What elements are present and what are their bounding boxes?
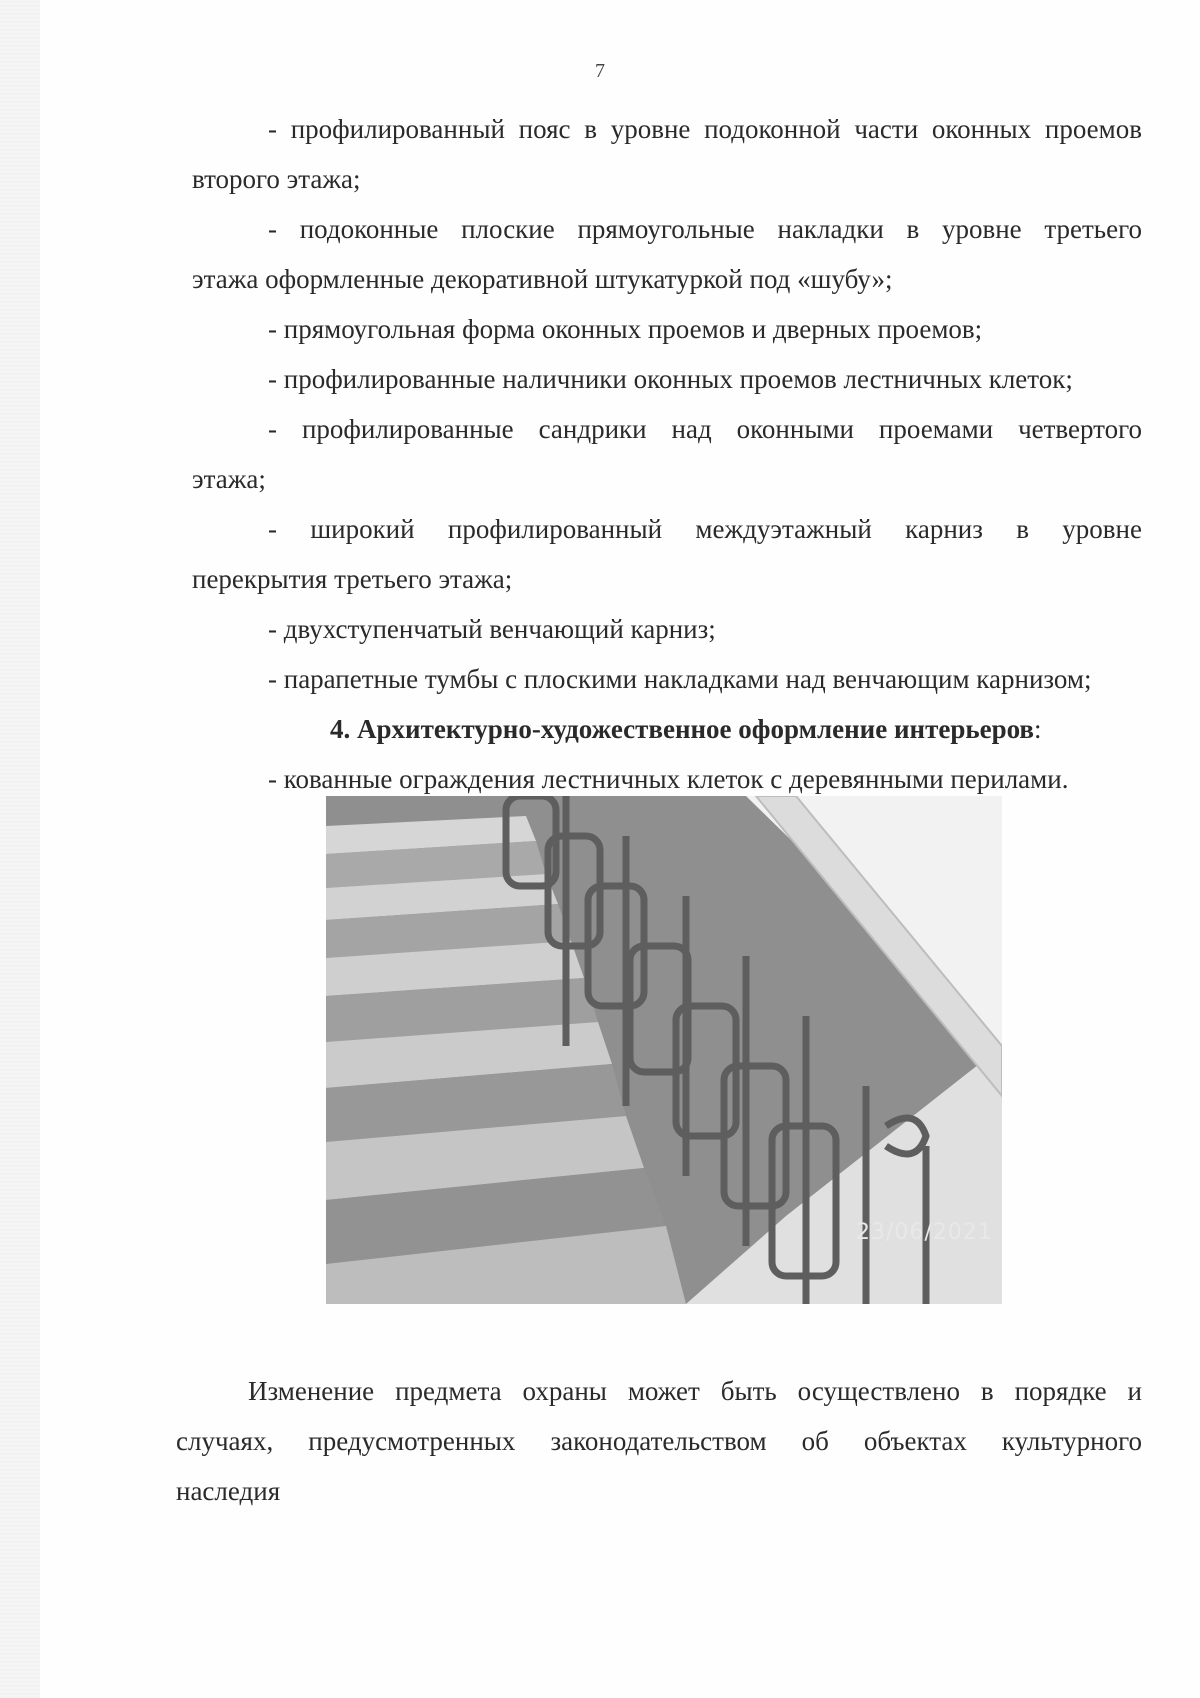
list-item-cornice: - широкий профилированный междуэтажный карниз в уровне xyxy=(268,514,1142,544)
scan-edge xyxy=(0,0,40,1698)
closing-paragraph-line-3: наследия xyxy=(176,1476,281,1506)
list-item-profiled-belt-cont: второго этажа; xyxy=(192,164,361,194)
staircase-photo xyxy=(326,796,1002,1304)
list-item-crowning-cornice: - двухступенчатый венчающий карниз; xyxy=(268,614,716,644)
list-item-window-overlays: - подоконные плоские прямоугольные накладки в уровне третьего xyxy=(268,214,1142,244)
photo-date-stamp: 23/06/2021 xyxy=(856,1220,993,1245)
list-item-cornice-cont: перекрытия третьего этажа; xyxy=(192,564,513,594)
list-item-window-overlays-cont: этажа оформленные декоративной штукатуркой под «шубу»; xyxy=(192,264,893,294)
list-item-platbands: - профилированные наличники оконных проемов лестничных клеток; xyxy=(268,364,1073,394)
list-item-rect-openings: - прямоугольная форма оконных проемов и дверных проемов; xyxy=(268,314,983,344)
list-item-sandriks: - профилированные сандрики над оконными проемами четвертого xyxy=(268,414,1142,444)
list-item-parapet: - парапетные тумбы с плоскими накладками над венчающим карнизом; xyxy=(268,664,1092,694)
section-heading xyxy=(330,716,1042,743)
section-heading-text: 4. Архитектурно-художественное оформление интерьеров xyxy=(330,714,1035,744)
closing-paragraph-line-1: Изменение предмета охраны может быть осуществлено в порядке и xyxy=(248,1376,1142,1406)
list-item-railings: - кованные ограждения лестничных клеток с деревянными перилами. xyxy=(268,764,1069,794)
list-item-sandriks-cont: этажа; xyxy=(192,464,266,494)
list-item-profiled-belt: - профилированный пояс в уровне подоконной части оконных проемов xyxy=(268,114,1142,144)
page-number: 7 xyxy=(595,60,605,82)
closing-paragraph-line-2: случаях, предусмотренных законодательством об объектах культурного xyxy=(176,1426,1142,1456)
section-heading-colon: : xyxy=(1034,714,1042,744)
